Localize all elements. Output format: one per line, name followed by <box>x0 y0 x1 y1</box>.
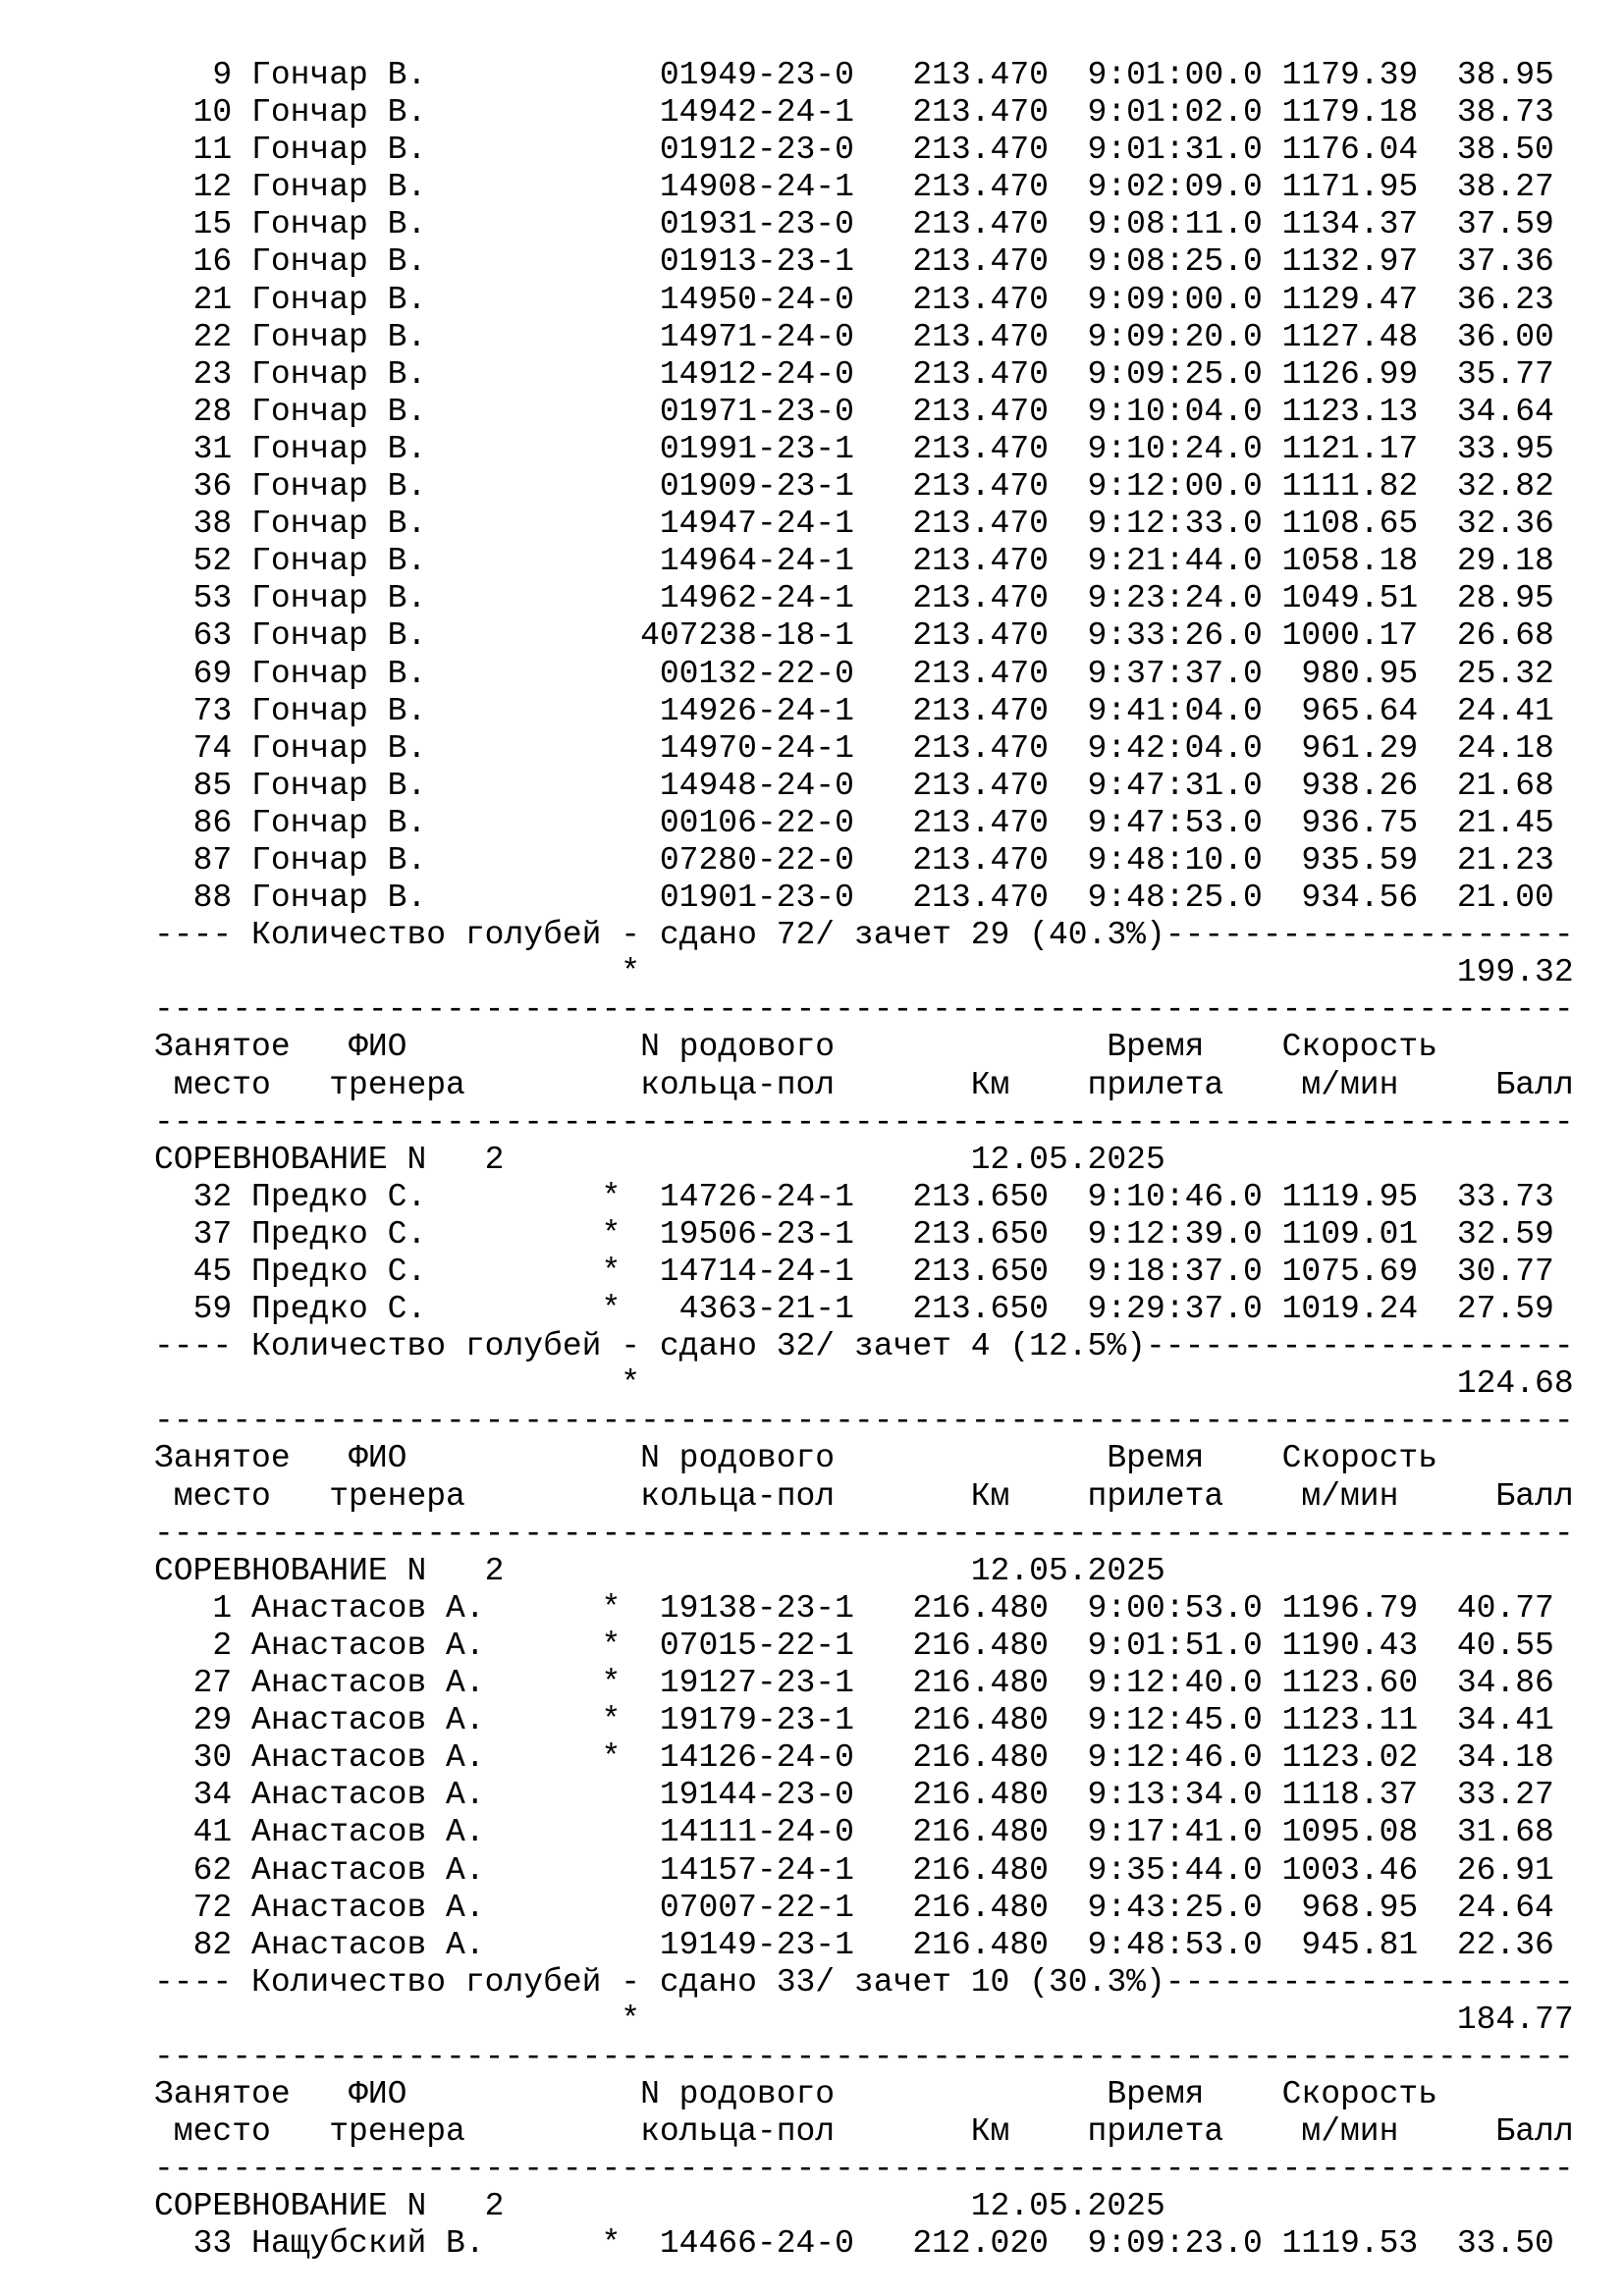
column-header: Занятое ФИО N родового Время Скорость <box>154 1440 1438 1477</box>
table-row: 30 Анастасов А. * 14126-24-0 216.480 9:12:46.0 1123.02 34.18 <box>154 1739 1554 1777</box>
table-row: 23 Гончар В. 14912-24-0 213.470 9:09:25.0 1126.99 35.77 <box>154 355 1554 393</box>
column-header: Занятое ФИО N родового Время Скорость <box>154 2076 1438 2113</box>
results-report <box>154 57 1574 2264</box>
table-row: 10 Гончар В. 14942-24-1 213.470 9:01:02.0 1179.18 38.73 <box>154 94 1554 132</box>
table-row: 37 Предко С. * 19506-23-1 213.650 9:12:39.0 1109.01 32.59 <box>154 1215 1554 1253</box>
table-row: 27 Анастасов А. * 19127-23-1 216.480 9:12:40.0 1123.60 34.86 <box>154 1665 1554 1702</box>
table-row: 28 Гончар В. 01971-23-0 213.470 9:10:04.0 1123.13 34.64 <box>154 393 1554 430</box>
column-header: место тренера кольца-пол Км прилета м/мин Балл <box>154 1066 1574 1103</box>
table-row: 86 Гончар В. 00106-22-0 213.470 9:47:53.0 936.75 21.45 <box>154 804 1554 841</box>
table-row: 36 Гончар В. 01909-23-1 213.470 9:12:00.0 1111.82 32.82 <box>154 468 1554 506</box>
summary-line: ---- Количество голубей - сдано 33/ зачет 10 (30.3%)--------------------- <box>154 1963 1574 2001</box>
table-row: 72 Анастасов А. 07007-22-1 216.480 9:43:25.0 968.95 24.64 <box>154 1889 1554 1926</box>
column-header: место тренера кольца-пол Км прилета м/мин Балл <box>154 1477 1574 1515</box>
table-row: 22 Гончар В. 14971-24-0 213.470 9:09:20.0 1127.48 36.00 <box>154 318 1554 355</box>
divider: ------------------------------------------------------------------------- <box>154 1403 1574 1440</box>
table-row: 11 Гончар В. 01912-23-0 213.470 9:01:31.0 1176.04 38.50 <box>154 132 1554 169</box>
summary-total: * 124.68 <box>154 1365 1574 1403</box>
table-row: 53 Гончар В. 14962-24-1 213.470 9:23:24.0 1049.51 28.95 <box>154 580 1554 617</box>
table-row: 62 Анастасов А. 14157-24-1 216.480 9:35:44.0 1003.46 26.91 <box>154 1851 1554 1889</box>
table-row: 73 Гончар В. 14926-24-1 213.470 9:41:04.0 965.64 24.41 <box>154 692 1554 729</box>
divider: ------------------------------------------------------------------------- <box>154 991 1574 1029</box>
divider: ------------------------------------------------------------------------- <box>154 1103 1574 1141</box>
table-row: 82 Анастасов А. 19149-23-1 216.480 9:48:53.0 945.81 22.36 <box>154 1926 1554 1963</box>
competition-title: СОРЕВНОВАНИЕ N 2 12.05.2025 <box>154 2188 1165 2225</box>
column-header: место тренера кольца-пол Км прилета м/мин Балл <box>154 2113 1574 2151</box>
table-row: 15 Гончар В. 01931-23-0 213.470 9:08:11.0 1134.37 37.59 <box>154 206 1554 243</box>
divider: ------------------------------------------------------------------------- <box>154 2038 1574 2075</box>
table-row: 16 Гончар В. 01913-23-1 213.470 9:08:25.0 1132.97 37.36 <box>154 243 1554 281</box>
competition-title: СОРЕВНОВАНИЕ N 2 12.05.2025 <box>154 1552 1165 1589</box>
summary-total: * 199.32 <box>154 954 1574 991</box>
table-row: 34 Анастасов А. 19144-23-0 216.480 9:13:34.0 1118.37 33.27 <box>154 1777 1554 1814</box>
table-row: 2 Анастасов А. * 07015-22-1 216.480 9:01:51.0 1190.43 40.55 <box>154 1627 1554 1664</box>
summary-line: ---- Количество голубей - сдано 72/ зачет 29 (40.3%)--------------------- <box>154 917 1574 954</box>
table-row: 29 Анастасов А. * 19179-23-1 216.480 9:12:45.0 1123.11 34.41 <box>154 1702 1554 1739</box>
table-row: 9 Гончар В. 01949-23-0 213.470 9:01:00.0 1179.39 38.95 <box>154 57 1554 93</box>
table-row: 21 Гончар В. 14950-24-0 213.470 9:09:00.0 1129.47 36.23 <box>154 281 1554 318</box>
table-row: 74 Гончар В. 14970-24-1 213.470 9:42:04.0 961.29 24.18 <box>154 729 1554 767</box>
table-row: 45 Предко С. * 14714-24-1 213.650 9:18:37.0 1075.69 30.77 <box>154 1254 1554 1290</box>
table-row: 63 Гончар В. 407238-18-1 213.470 9:33:26.0 1000.17 26.68 <box>154 617 1554 655</box>
table-row: 41 Анастасов А. 14111-24-0 216.480 9:17:41.0 1095.08 31.68 <box>154 1814 1554 1851</box>
divider: ------------------------------------------------------------------------- <box>154 2151 1574 2188</box>
table-row: 85 Гончар В. 14948-24-0 213.470 9:47:31.0 938.26 21.68 <box>154 767 1554 804</box>
table-row: 52 Гончар В. 14964-24-1 213.470 9:21:44.0 1058.18 29.18 <box>154 543 1554 580</box>
column-header: Занятое ФИО N родового Время Скорость <box>154 1029 1438 1066</box>
summary-line: ---- Количество голубей - сдано 32/ зачет 4 (12.5%)---------------------- <box>154 1328 1574 1365</box>
table-row: 88 Гончар В. 01901-23-0 213.470 9:48:25.0 934.56 21.00 <box>154 880 1554 917</box>
table-row: 87 Гончар В. 07280-22-0 213.470 9:48:10.0 935.59 21.23 <box>154 841 1554 879</box>
table-row: 59 Предко С. * 4363-21-1 213.650 9:29:37.0 1019.24 27.59 <box>154 1291 1554 1328</box>
table-row: 1 Анастасов А. * 19138-23-1 216.480 9:00:53.0 1196.79 40.77 <box>154 1589 1554 1627</box>
table-row: 31 Гончар В. 01991-23-1 213.470 9:10:24.0 1121.17 33.95 <box>154 430 1554 467</box>
table-row: 32 Предко С. * 14726-24-1 213.650 9:10:46.0 1119.95 33.73 <box>154 1178 1554 1215</box>
competition-title: СОРЕВНОВАНИЕ N 2 12.05.2025 <box>154 1141 1165 1178</box>
summary-total: * 184.77 <box>154 2001 1574 2038</box>
divider: ------------------------------------------------------------------------- <box>154 1515 1574 1552</box>
table-row: 69 Гончар В. 00132-22-0 213.470 9:37:37.0 980.95 25.32 <box>154 655 1554 692</box>
table-row: 33 Нащубский В. * 14466-24-0 212.020 9:09:23.0 1119.53 33.50 <box>154 2225 1554 2263</box>
table-row: 38 Гончар В. 14947-24-1 213.470 9:12:33.0 1108.65 32.36 <box>154 506 1554 543</box>
table-row: 12 Гончар В. 14908-24-1 213.470 9:02:09.0 1171.95 38.27 <box>154 169 1554 206</box>
